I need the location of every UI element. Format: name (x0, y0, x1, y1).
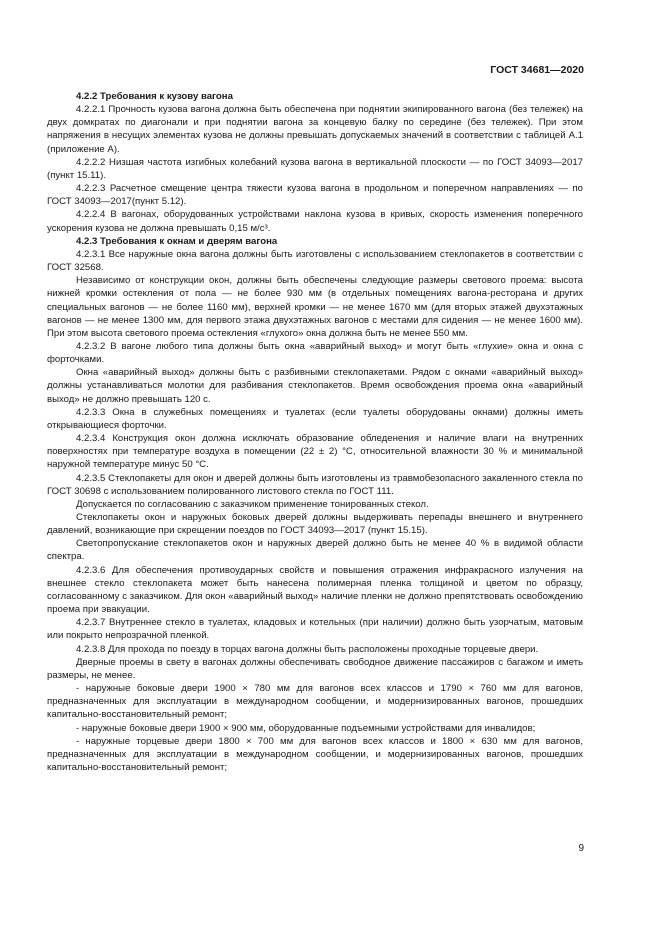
document-header: ГОСТ 34681—2020 (490, 64, 584, 76)
section-heading: 4.2.3 Требования к окнам и дверям вагона (76, 235, 278, 247)
paragraph: Светопропускание стеклопакетов окон и наружных дверей должно быть не менее 40 % в видимой области спектра. (47, 538, 583, 563)
paragraph: 4.2.2.4 В вагонах, оборудованных устройствами наклона кузова в кривых, скорость изменения поперечного ускорения кузова не должна превышать 0,15 м/с³. (47, 209, 583, 234)
paragraph: Стеклопакеты окон и наружных боковых дверей должны выдерживать перепады внешнего и внутреннего давлений, возникающие при скрещении поездов по ГОСТ 34093—2017 (пункт 15.15). (47, 512, 583, 537)
paragraph: 4.2.3.7 Внутреннее стекло в туалетах, кладовых и котельных (при наличии) должно быть узорчатым, матовым или покрыто непрозрачной пленкой. (47, 617, 583, 642)
section-heading: 4.2.2 Требования к кузову вагона (76, 91, 233, 102)
paragraph: 4.2.2.3 Расчетное смещение центра тяжести кузова вагона в продольном и поперечном направлениях — по ГОСТ 34093—2017(пункт 5.12). (47, 183, 583, 208)
paragraph: 4.2.2.2 Низшая частота изгибных колебаний кузова вагона в вертикальной плоскости — по ГОСТ 34093—2017 (пункт 15.11). (47, 156, 583, 181)
paragraph: 4.2.3.8 Для прохода по поезду в торцах вагона должны быть расположены проходные торцевые двери. (76, 643, 539, 655)
paragraph: - наружные торцевые двери 1800 × 700 мм для вагонов всех классов и 1800 × 630 мм для вагонов, предназначенных для эксплуатации в международном сообщении, и модернизированных вагонов, прошедших капитально-восстановительный ремонт; (47, 735, 583, 773)
paragraph: 4.2.3.1 Все наружные окна вагона должны быть изготовлены с использованием стеклопакетов в соответствии с ГОСТ 32568. (47, 248, 583, 274)
paragraph: 4.2.3.3 Окна в служебных помещениях и туалетах (если туалеты оборудованы окнами) должны иметь открывающиеся форточки. (47, 406, 583, 431)
paragraph: 4.2.3.4 Конструкция окон должна исключать образование обледенения и наличие влаги на внутренних поверхностях при температуре воздуха в помещении (22 ± 2) °С, относительной влажности 30 % и минимальной наружной температуре минус 50 °С. (47, 433, 583, 471)
paragraph: 4.2.3.5 Стеклопакеты для окон и дверей должны быть изготовлены из травмобезопасного закаленного стекла по ГОСТ 30698 с использованием полированного листового стекла по ГОСТ 111. (47, 472, 583, 497)
paragraph: Независимо от конструкции окон, должны быть обеспечены следующие размеры светового проема: высота нижней кромки остекления от пола — не более 930 мм (в отдельных помещениях вагона-ресторана и других специальных вагонов — не более 1160 мм), верхней кромки — не менее 1670 мм (для вторых этажей двухэтажных вагонов — не менее 1300 мм, для первого этажа двухэтажных вагонов с местами для сидения — не менее 1600 мм). При этом высота светового проема остекления «глухого» окна должна быть не менее 550 мм. (47, 275, 583, 339)
paragraph: - наружные боковые двери 1900 × 780 мм для вагонов всех классов и 1790 × 760 мм для вагонов, предназначенных для эксплуатации в международном сообщении, и модернизированных вагонов, прошедших капитально-восстановительный ремонт; (47, 683, 583, 721)
paragraph: 4.2.3.6 Для обеспечения противоударных свойств и повышения отражения инфракрасного излучения на внешнее стекло стеклопакета может быть нанесена полимерная пленка толщиной и цветом по образцу, согласованному с заказчиком. Для окон «аварийный выход» наличие пленки не должно препятствовать освобождению проема при эвакуации. (47, 564, 583, 616)
document-body (47, 90, 583, 774)
paragraph: 4.2.3.2 В вагоне любого типа должны быть окна «аварийный выход» и могут быть «глухие» окна и окна с форточками. (47, 340, 583, 366)
paragraph: - наружные боковые двери 1900 × 900 мм, оборудованные подъемными устройствами для инвалидов; (76, 722, 536, 734)
paragraph: Окна «аварийный выход» должны быть с разбивными стеклопакетами. Рядом с окнами «аварийный выход» должны устанавливаться молотки для разбивания стеклопакетов. Время освобождения проема окна «аварийный выход» не должно превышать 120 с. (47, 367, 583, 405)
page-number: 9 (578, 843, 584, 854)
paragraph: Допускается по согласованию с заказчиком применение тонированных стекол. (76, 498, 429, 510)
paragraph: 4.2.2.1 Прочность кузова вагона должна быть обеспечена при поднятии экипированного вагона (без тележек) на двух домкратах по диагонали и при поднятии вагона за концевую балку по середине (без тележек). При этом напряжения в несущих элементах кузова не должны превышать допускаемых значений в соответствии с таблицей А.1 (приложение А). (47, 104, 583, 155)
paragraph: Дверные проемы в свету в вагонах должны обеспечивать свободное движение пассажиров с багажом и иметь размеры, не менее. (47, 656, 583, 681)
